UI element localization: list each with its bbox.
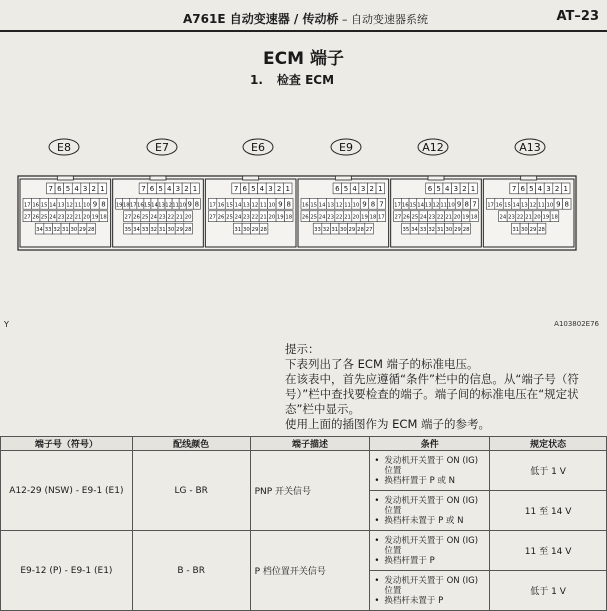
pin-number: 35 [402,227,410,234]
pin-number: 5 [251,184,256,193]
wire-color-cell: B - BR [132,531,250,611]
pin-number: 6 [335,184,340,193]
pin-number: 31 [512,227,520,234]
pin-number: 14 [234,202,242,209]
pin-number: 29 [79,227,86,234]
pin-number: 24 [499,214,507,221]
pin-number: 10 [83,202,90,209]
terminal-spec-table [0,436,607,611]
pin-number: 23 [243,214,250,221]
hint-line: 在该表中，首先应遵循“条件”栏中的信息。从“端子号（符号）”栏中查找要检查的端子。端子间的标准电压在“规定状态”栏中显示。 [285,372,579,416]
condition-text: 发动机开关置于 ON (IG) 位置 [384,535,479,556]
pin-number: 22 [251,214,259,221]
hint-line: 下表列出了各 ECM 端子的标准电压。 [285,357,479,371]
pin-number: 15 [409,202,417,209]
pin-number: 15 [226,202,233,209]
connector-label: A12 [422,141,444,154]
pin-number: 15 [144,202,151,209]
pin-number: 3 [82,184,88,193]
pin-number: 20 [184,214,192,221]
pin-number: 5 [436,184,441,193]
spec-cell: 低于 1 V [490,571,607,611]
pin-number: 24 [49,214,57,221]
pin-number: 10 [268,202,276,209]
pin-number: 2 [369,184,375,193]
pin-number: 17 [129,202,137,209]
bullet-icon: • [374,475,380,486]
pin-number: 11 [344,202,351,209]
section-name: 自动变速器系统 [350,13,428,26]
pin-number: 20 [83,214,90,221]
col-header-desc: 端子描述 [250,437,370,451]
pin-number: 21 [74,214,82,221]
pin-number: 18 [369,214,377,221]
terminal-desc-cell: P 档位置开关信号 [250,531,370,611]
pin-number: 30 [445,227,453,234]
condition-cell [370,531,490,571]
pin-number: 28 [87,227,95,234]
bullet-icon: • [374,595,380,606]
pin-number: 9 [362,200,367,209]
table-header-row [1,437,607,451]
pin-number: 15 [504,202,511,209]
header-title: A761E 自动变速器 / 传动桥 – 自动变速器系统 [183,12,428,26]
pin-number: 13 [424,202,432,209]
condition-cell [370,451,490,491]
pin-number: 4 [352,184,357,193]
pin-number: 29 [348,227,356,234]
spec-cell: 低于 1 V [490,451,607,491]
wire-color-cell: LG - BR [132,451,250,531]
terminal-desc-cell: PNP 开关信号 [250,451,370,531]
pin-number: 24 [318,214,326,221]
pin-number: 8 [370,200,376,209]
condition-cell [370,491,490,531]
hint-block [285,342,605,432]
pin-number: 6 [520,184,525,193]
pin-number: 28 [462,227,470,234]
bullet-icon: • [374,555,380,566]
pin-number: 12 [529,202,537,209]
pin-number: 30 [167,227,175,234]
condition-cell [370,571,490,611]
pin-number: 8 [564,200,570,209]
pin-number: 5 [343,184,349,193]
pin-number: 12 [165,202,172,209]
pin-number: 35 [124,227,132,234]
pin-number: 6 [242,184,247,193]
pin-number: 14 [151,202,158,209]
pin-number: 19 [115,202,123,209]
pin-number: 27 [209,214,216,221]
pin-number: 1 [563,184,568,193]
pin-number: 26 [32,214,40,221]
condition-text: 换档杆未置于 P [384,595,444,606]
spec-cell: 11 至 14 V [490,531,607,571]
connector-label: E7 [155,141,169,154]
pin-number: 22 [436,214,444,221]
page-header [0,0,607,34]
pin-number: 11 [74,202,82,209]
condition-text: 换档杆置于 P 或 N [384,475,455,486]
pin-number: 21 [344,214,351,221]
subsection-text: 检查 ECM [276,73,335,87]
pin-number: 17 [487,202,494,209]
pin-number: 1 [470,184,476,193]
pin-number: 27 [394,214,402,221]
connector-latch [57,176,73,180]
header-rule [0,30,607,32]
pin-number: 25 [226,214,233,221]
col-header-wire: 配线颜色 [132,437,250,451]
bullet-icon: • [374,575,380,586]
table-row [1,531,607,571]
pin-number: 17 [394,202,401,209]
pin-number: 33 [44,227,52,234]
pin-number: 11 [259,202,267,209]
condition-text: 发动机开关置于 ON (IG) 位置 [384,575,479,596]
condition-text: 发动机开关置于 ON (IG) 位置 [384,495,479,516]
pin-number: 31 [436,227,444,234]
pin-number: 13 [243,202,250,209]
pin-number: 27 [124,214,132,221]
pin-number: 20 [533,214,541,221]
pin-number: 11 [537,202,545,209]
pin-number: 10 [546,202,554,209]
pin-number: 32 [53,227,61,234]
pin-number: 26 [217,214,225,221]
pin-number: 7 [472,200,477,209]
pin-number: 8 [464,200,470,209]
pin-number: 6 [149,184,155,193]
condition-text: 换档杆未置于 P 或 N [384,515,464,526]
corner-mark: Y [4,320,9,329]
pin-number: 30 [520,227,528,234]
pin-number: 16 [136,202,144,209]
bullet-icon: • [374,455,380,466]
col-header-condition: 条件 [370,437,490,451]
pin-number: 34 [36,227,43,234]
pin-number: 11 [440,202,448,209]
bullet-icon: • [374,515,380,526]
pin-number: 2 [91,184,97,193]
connector-label: E6 [251,141,265,154]
pin-number: 29 [529,227,537,234]
pin-number: 23 [428,214,436,221]
pin-number: 24 [419,214,427,221]
pin-number: 22 [167,214,175,221]
pin-number: 1 [100,184,105,193]
col-header-spec: 规定状态 [490,437,607,451]
hint-label: 提示： [285,342,320,356]
terminal-cell: E9-12 (P) - E9-1 (E1) [1,531,133,611]
pin-number: 21 [176,214,183,221]
pin-number: 26 [133,214,140,221]
pin-number: 25 [141,214,149,221]
pin-number: 21 [445,214,453,221]
pin-number: 4 [537,184,543,193]
pin-number: 29 [176,227,183,234]
pin-number: 19 [91,214,99,221]
pin-number: 2 [462,184,467,193]
pin-number: 20 [268,214,276,221]
pin-number: 14 [49,202,57,209]
pin-number: 7 [48,184,54,193]
pin-number: 10 [179,202,187,209]
pin-number: 14 [318,202,326,209]
pin-number: 13 [521,202,528,209]
pin-number: 9 [187,200,192,209]
condition-text: 发动机开关置于 ON (IG) 位置 [384,455,479,476]
pin-number: 23 [57,214,65,221]
pin-number: 27 [23,214,31,221]
condition-text: 换档杆置于 P [384,555,435,566]
pin-number: 2 [184,184,189,193]
pin-number: 1 [285,184,290,193]
subsection-title [250,71,334,88]
pin-number: 23 [158,214,166,221]
pin-number: 4 [259,184,265,193]
pin-number: 30 [70,227,78,234]
pin-number: 33 [419,227,427,234]
pin-number: 3 [268,184,273,193]
pin-number: 9 [556,200,561,209]
pin-number: 18 [100,214,107,221]
pin-number: 18 [470,214,478,221]
pin-number: 21 [259,214,267,221]
pin-number: 24 [150,214,158,221]
pin-number: 16 [217,202,225,209]
spec-cell: 11 至 14 V [490,491,607,531]
pin-number: 9 [456,200,462,209]
pin-number: 7 [379,200,384,209]
connector-latch [150,176,166,180]
pin-number: 18 [551,214,558,221]
pin-number: 5 [65,184,71,193]
pin-number: 24 [234,214,242,221]
hint-line: 使用上面的插图作为 ECM 端子的参考。 [285,417,491,431]
pin-number: 28 [260,227,267,234]
pin-number: 2 [276,184,282,193]
pin-number: 25 [411,214,419,221]
pin-number: 33 [314,227,321,234]
pin-number: 19 [276,214,284,221]
pin-number: 12 [335,202,343,209]
model-title: A761E 自动变速器 / 传动桥 [183,12,339,26]
pin-number: 8 [286,200,292,209]
pin-number: 12 [432,202,440,209]
pin-number: 32 [322,227,330,234]
pin-number: 28 [357,227,364,234]
pin-number: 18 [285,214,293,221]
bullet-icon: • [374,535,380,546]
pin-number: 10 [352,202,360,209]
pin-number: 28 [184,227,192,234]
connector-label: E9 [339,141,353,154]
connector-latch [335,176,351,180]
pin-number: 15 [40,202,48,209]
pin-number: 2 [554,184,560,193]
pin-number: 16 [495,202,503,209]
connector-latch [428,176,444,180]
pin-number: 33 [141,227,149,234]
pin-number: 13 [158,202,165,209]
pin-number: 19 [361,214,368,221]
pin-number: 19 [542,214,550,221]
connector-latch [521,176,537,180]
pin-number: 4 [444,184,450,193]
pin-number: 13 [327,202,335,209]
pin-number: 34 [411,227,418,234]
pin-number: 14 [512,202,520,209]
pin-number: 15 [310,202,318,209]
section-title: ECM 端子 [263,49,344,69]
col-header-terminal: 端子号（符号） [1,437,133,451]
pin-number: 7 [141,184,146,193]
pin-number: 22 [66,214,73,221]
pin-number: 22 [516,214,524,221]
pin-number: 21 [525,214,533,221]
pin-number: 6 [427,184,433,193]
pin-number: 23 [327,214,335,221]
pin-number: 13 [57,202,65,209]
connector-label: A13 [519,141,541,154]
pin-number: 30 [339,227,347,234]
pin-number: 16 [32,202,40,209]
illustration-ref-code: A103802E76 [554,320,599,328]
pin-number: 1 [378,184,383,193]
pin-number: 28 [538,227,545,234]
pin-number: 20 [453,214,461,221]
connector-label: E8 [57,141,71,154]
ecm-connector-diagram [0,125,607,345]
pin-number: 7 [233,184,239,193]
pin-number: 4 [74,184,79,193]
pin-number: 3 [453,184,459,193]
pin-number: 12 [66,202,73,209]
pin-number: 11 [172,202,180,209]
pin-number: 12 [251,202,259,209]
pin-number: 26 [301,214,309,221]
pin-number: 32 [150,227,158,234]
pin-number: 14 [417,202,424,209]
pin-number: 31 [158,227,166,234]
pin-number: 22 [335,214,343,221]
pin-number: 8 [194,200,200,209]
pin-number: 29 [454,227,461,234]
pin-number: 17 [209,202,216,209]
pin-number: 17 [378,214,385,221]
pin-number: 25 [310,214,318,221]
pin-number: 3 [360,184,366,193]
pin-number: 20 [352,214,360,221]
pin-number: 31 [234,227,242,234]
pin-number: 23 [508,214,515,221]
pin-number: 34 [133,227,140,234]
pin-number: 31 [61,227,69,234]
subsection-number: 1. [250,73,263,87]
pin-number: 30 [242,227,250,234]
pin-number: 32 [428,227,436,234]
pin-number: 17 [23,202,31,209]
pin-number: 4 [166,184,172,193]
pin-number: 9 [92,200,98,209]
pin-number: 3 [175,184,181,193]
pin-number: 9 [278,200,283,209]
pin-number: 16 [401,202,409,209]
pin-number: 6 [57,184,62,193]
pin-number: 27 [365,227,373,234]
pin-number: 18 [122,202,130,209]
pin-number: 3 [546,184,551,193]
pin-number: 29 [251,227,259,234]
pin-number: 31 [331,227,339,234]
terminal-cell: A12-29 (NSW) - E9-1 (E1) [1,451,133,531]
table-row [1,451,607,491]
pin-number: 25 [40,214,48,221]
connector-latch [243,176,259,180]
pin-number: 19 [462,214,470,221]
pin-number: 8 [101,200,106,209]
pin-number: 1 [192,184,198,193]
bullet-icon: • [374,495,380,506]
pin-number: 5 [158,184,163,193]
pin-number: 7 [511,184,517,193]
pin-number: 10 [448,202,455,209]
pin-number: 26 [402,214,410,221]
pin-number: 16 [301,202,309,209]
page-number: AT–23 [556,9,599,24]
pin-number: 5 [529,184,534,193]
